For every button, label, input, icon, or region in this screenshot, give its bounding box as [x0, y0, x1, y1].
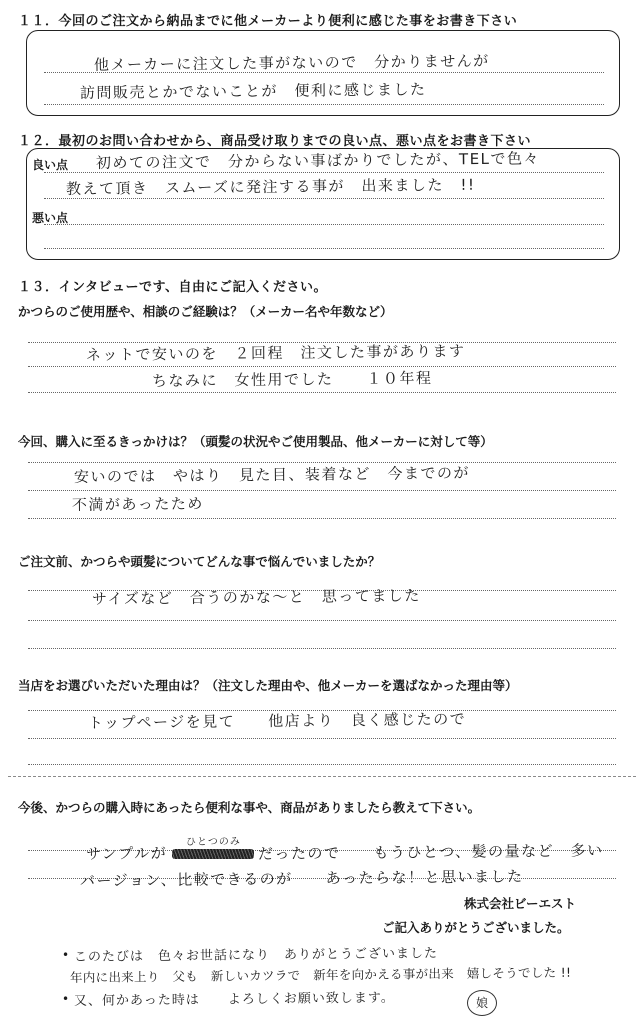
- q11-rule-2: [44, 104, 604, 105]
- company-name: 株式会社ビーエスト: [464, 896, 577, 911]
- q13-2-answer-line-1: 安いのでは やはり 見た目、装着など 今までのが: [73, 463, 471, 486]
- q13-1-answer-line-1: ネットで安いのを ２回程 注文した事があります: [85, 342, 466, 364]
- q13-3-rule-2: [28, 620, 616, 621]
- q13-1-answer-line-2: ちなみに 女性用でした １０年程: [151, 369, 433, 390]
- signature-seal: 娘: [467, 990, 497, 1016]
- note-bullet-2: •: [62, 992, 70, 1006]
- note-line-2: 年内に出来上り 父も 新しいカツラで 新年を向かえる事が出来 嬉しそうでした !!: [69, 964, 572, 985]
- q13-1-rule-2: [28, 366, 616, 367]
- q13-3-answer-line-1: サイズなど 合うのかな～と 思ってました: [91, 586, 421, 608]
- q13-4-rule-3: [28, 764, 616, 765]
- q13-5-insert-note: ひとつのみ: [185, 836, 241, 848]
- bad-points-label: 悪い点: [32, 211, 69, 225]
- section-separator: [8, 776, 636, 777]
- q13-4-rule-2: [28, 738, 616, 739]
- q12-rule-3: [44, 224, 604, 225]
- q13-5-answer-line-2: バージョン、比較できるのが あったらな！と思いました: [79, 867, 524, 890]
- q12-good-line-1: 初めての注文で 分からない事ばかりでしたが、TELで色々: [95, 149, 541, 172]
- q13-2-rule-2: [28, 490, 616, 491]
- q13-1-rule-3: [28, 392, 616, 393]
- q11-answer-line-1: 他メーカーに注文した事がないので 分かりませんが: [93, 51, 490, 74]
- note-line-1: このたびは 色々お世話になり ありがとうございました: [73, 946, 439, 965]
- good-points-label: 良い点: [32, 158, 69, 172]
- q13-5-answer-line-1b: だったので もうひとつ、髪の量など 多い: [257, 841, 604, 863]
- note-bullet-1: •: [62, 948, 70, 962]
- q11-title: １１．今回のご注文から納品までに他メーカーより便利に感じた事をお書き下さい: [18, 14, 518, 29]
- q12-rule-4: [44, 248, 604, 249]
- q13-5-answer-line-1a: サンプルが: [85, 844, 168, 863]
- q13-sub-trigger: 今回、購入に至るきっかけは？（頭髪の状況やご使用製品、他メーカーに対して等）: [18, 434, 493, 449]
- q13-4-answer-line-1: トップページを見て 他店より 良く感じたので: [87, 710, 467, 732]
- q13-sub-history: かつらのご使用歴や、相談のご経験は？（メーカー名や年数など）: [18, 304, 393, 319]
- q13-3-rule-3: [28, 648, 616, 649]
- q11-answer-line-2: 訪問販売とかでないことが 便利に感じました: [79, 80, 427, 102]
- q13-title: １３．インタビューです、自由にご記入ください。: [18, 280, 327, 295]
- note-line-3: 又、何かあった時は よろしくお願い致します。: [73, 990, 395, 1009]
- q13-sub-suggestions: 今後、かつらの購入時にあったら便利な事や、商品がありましたら教えて下さい。: [18, 800, 481, 815]
- q13-2-answer-line-2: 不満があったため: [71, 494, 204, 514]
- crossed-out-text: [172, 849, 254, 859]
- q12-title: １２．最初のお問い合わせから、商品受け取りまでの良い点、悪い点をお書き下さい: [18, 134, 532, 149]
- q13-sub-reason: 当店をお選びいただいた理由は？（注文した理由や、他メーカーを選ばなかった理由等）: [18, 678, 518, 693]
- q13-sub-worries: ご注文前、かつらや頭髪についてどんな事で悩んでいましたか？: [18, 554, 381, 569]
- q12-good-line-2: 教えて頂き スムーズに発注する事が 出来ました !!: [65, 175, 476, 198]
- thank-you-message: ご記入ありがとうございました。: [382, 920, 570, 935]
- q13-2-rule-3: [28, 518, 616, 519]
